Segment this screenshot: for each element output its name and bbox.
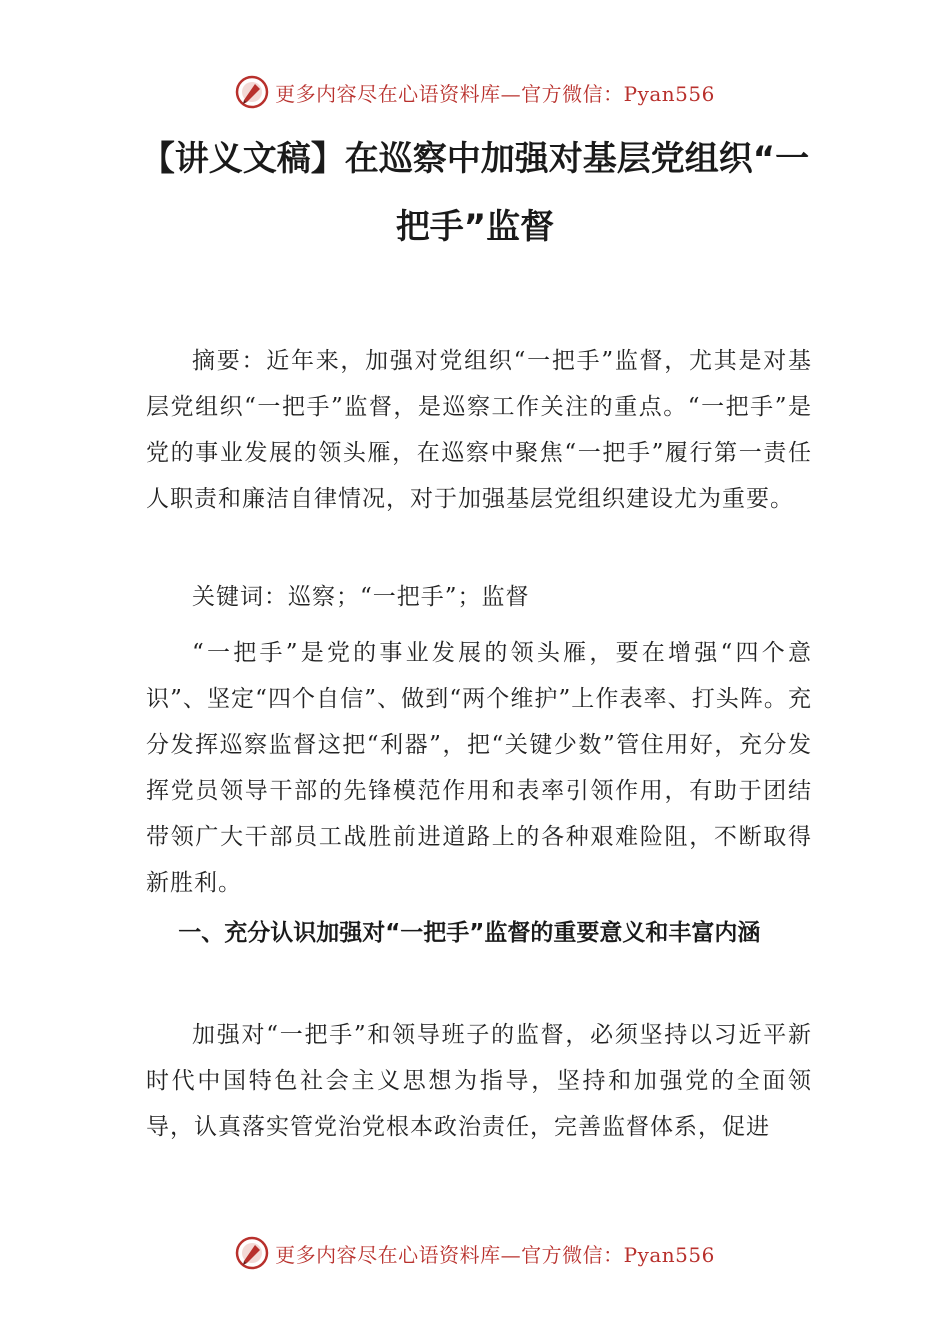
keywords-line bbox=[146, 574, 812, 620]
banner-text: 更多内容尽在心语资料库—官方微信：Pyan556 bbox=[275, 1242, 715, 1267]
pen-nib-circle-icon bbox=[235, 1236, 269, 1270]
banner-text: 更多内容尽在心语资料库—官方微信：Pyan556 bbox=[275, 81, 715, 106]
abstract-text: 摘要：近年来，加强对党组织“一把手”监督，尤其是对基层党组织“一把手”监督，是巡察工作关注的重点。“一把手”是党的事业发展的领头雁，在巡察中聚焦“一把手”履行第一责任人职责和廉洁自律情况，对于加强基层党组织建设尤为重要。 bbox=[146, 348, 812, 512]
body-paragraph-2 bbox=[146, 1012, 812, 1150]
body-paragraph-1 bbox=[146, 630, 812, 906]
abstract-paragraph bbox=[146, 338, 812, 522]
section-heading-1: 一、充分认识加强对“一把手”监督的重要意义和丰富内涵 bbox=[178, 920, 761, 946]
keywords-text: 关键词：巡察；“一把手”；监督 bbox=[192, 584, 530, 610]
paragraph-text: 加强对“一把手”和领导班子的监督，必须坚持以习近平新时代中国特色社会主义思想为指导，坚持和加强党的全面领导，认真落实管党治党根本政治责任，完善监督体系，促进 bbox=[146, 1022, 812, 1140]
document-title: 【讲义文稿】在巡察中加强对基层党组织“一把手”监督 bbox=[140, 139, 810, 247]
paragraph-text: “一把手”是党的事业发展的领头雁，要在增强“四个意识”、坚定“四个自信”、做到“两个维护”上作表率、打头阵。充分发挥巡察监督这把“利器”，把“关键少数”管住用好，充分发挥党员领导干部的先锋模范作用和表率引领作用，有助于团结带领广大干部员工战胜前进道路上的各种艰难险阻，不断取得新胜利。 bbox=[146, 640, 812, 896]
pen-nib-circle-icon bbox=[235, 75, 269, 109]
footer-banner bbox=[0, 1233, 950, 1273]
header-banner bbox=[0, 72, 950, 112]
